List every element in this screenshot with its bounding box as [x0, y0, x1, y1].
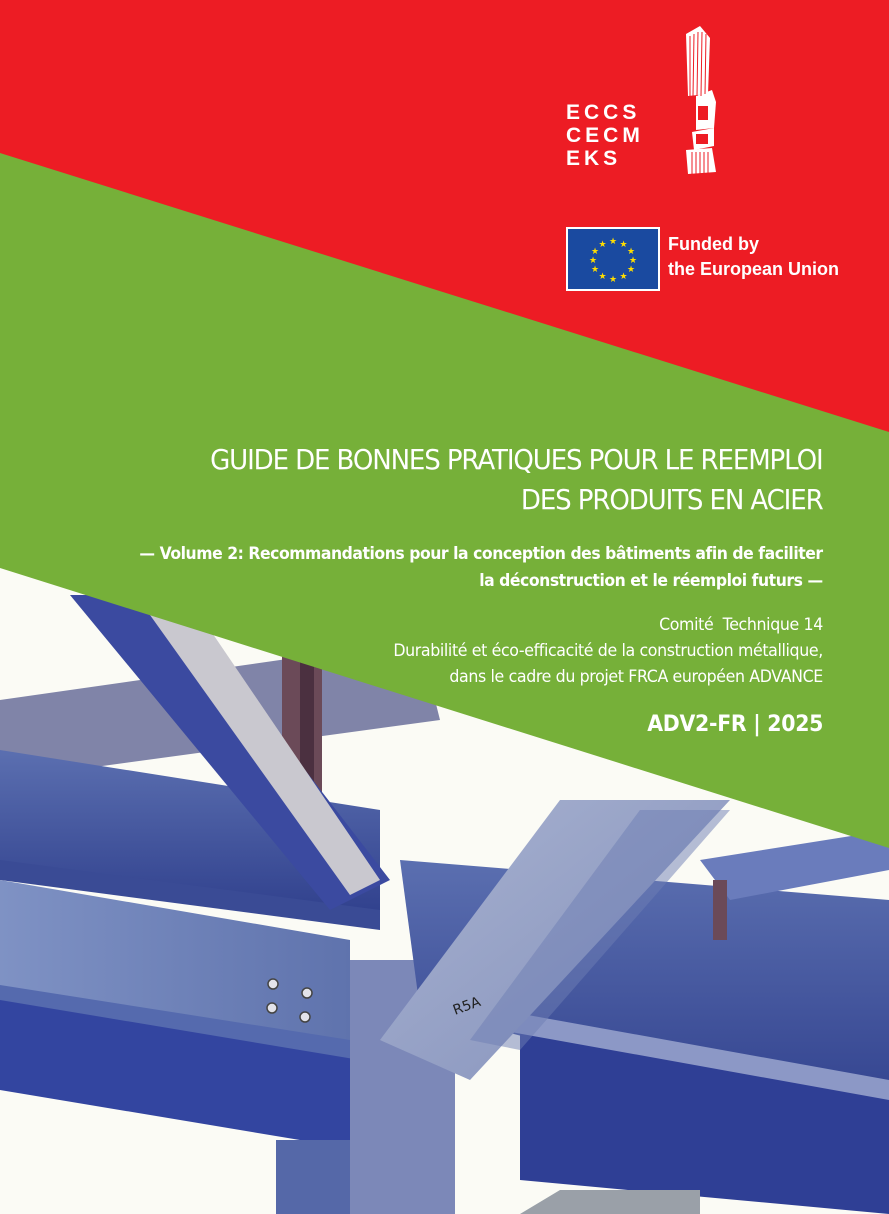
- committee-line-3: dans le cadre du projet FRCA européen ADVANCE: [449, 667, 823, 687]
- logo-line-eks: EKS: [566, 147, 622, 170]
- subtitle-line-1: — Volume 2: Recommandations pour la conception des bâtiments afin de faciliter: [139, 544, 823, 564]
- document-subtitle: [140, 541, 823, 595]
- eu-stars-icon: [568, 229, 658, 289]
- svg-text:★: ★: [590, 265, 600, 275]
- funding-statement: [668, 232, 839, 282]
- document-code: ADV2-FR | 2025: [647, 712, 823, 737]
- svg-text:★: ★: [608, 275, 618, 285]
- svg-text:★: ★: [598, 240, 607, 250]
- eu-flag-icon: [566, 227, 660, 291]
- logo-line-eccs: ECCS: [566, 101, 641, 124]
- svg-text:★: ★: [628, 256, 638, 266]
- tower-building-icon: [676, 24, 732, 176]
- logo-line-cecm: CECM: [566, 124, 644, 147]
- svg-text:★: ★: [626, 265, 636, 275]
- funding-line-1: Funded by: [668, 234, 759, 254]
- svg-text:★: ★: [588, 256, 598, 266]
- svg-text:★: ★: [626, 247, 636, 257]
- svg-text:★: ★: [619, 240, 628, 250]
- funding-line-2: the European Union: [668, 259, 839, 279]
- svg-text:R5A: R5A: [450, 994, 483, 1019]
- subtitle-line-2: la déconstruction et le réemploi futurs —: [479, 571, 823, 591]
- svg-text:★: ★: [598, 272, 607, 282]
- title-line-1: GUIDE DE BONNES PRATIQUES POUR LE REEMPLOI: [210, 443, 823, 476]
- svg-text:★: ★: [590, 247, 600, 257]
- committee-line-1: Comité Technique 14: [659, 615, 823, 635]
- committee-line-2: Durabilité et éco-efficacité de la construction métallique,: [393, 641, 823, 661]
- document-title: [211, 440, 823, 520]
- svg-text:★: ★: [608, 237, 618, 247]
- title-line-2: DES PRODUITS EN ACIER: [521, 483, 823, 516]
- committee-info: [393, 612, 823, 690]
- svg-text:★: ★: [619, 272, 628, 282]
- eccs-logo: [566, 101, 644, 170]
